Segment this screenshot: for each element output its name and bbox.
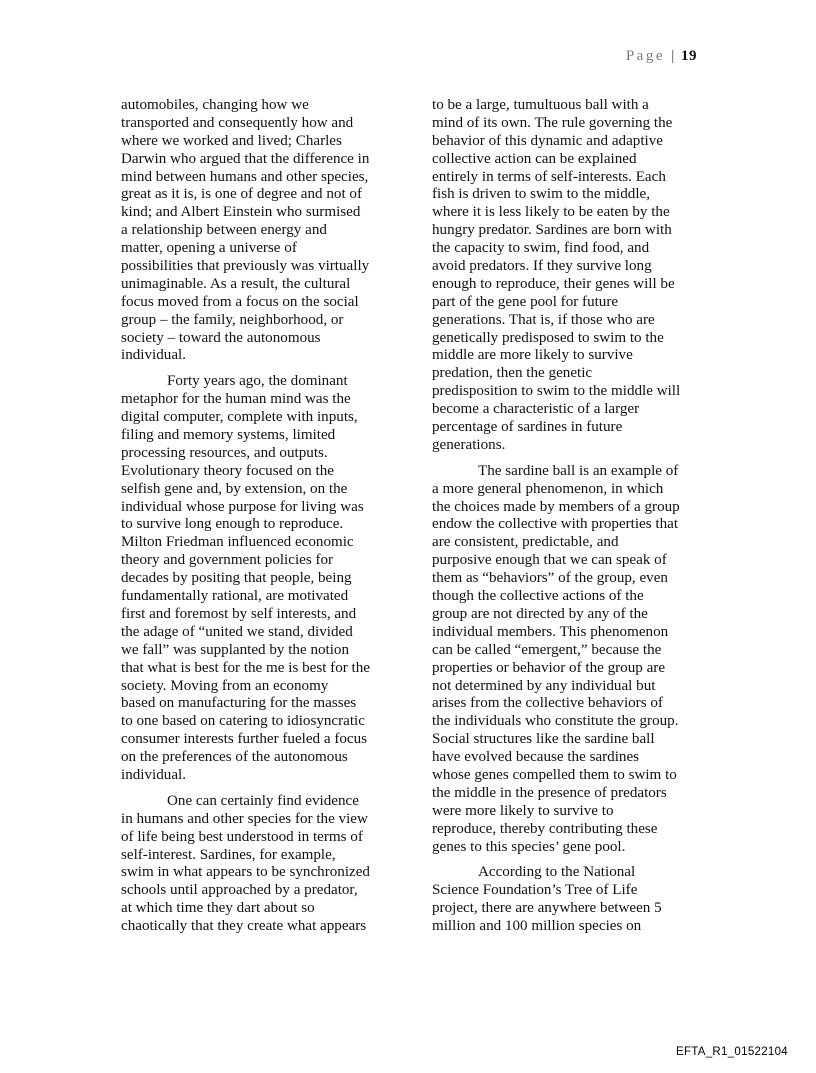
text-line: to survive long enough to reproduce. <box>121 516 344 533</box>
text-line: we fall” was supplanted by the notion <box>121 641 350 658</box>
text-line: kind; and Albert Einstein who surmised <box>121 204 361 221</box>
text-line: consumer interests further fueled a focus <box>121 731 368 748</box>
text-line: Milton Friedman influenced economic <box>121 534 354 551</box>
text-line: focus moved from a focus on the social <box>121 293 359 310</box>
text-line: at which time they dart about so <box>121 900 315 917</box>
text-line: schools until approached by a predator, <box>121 882 358 899</box>
text-line: individual. <box>121 347 186 364</box>
text-line: them as “behaviors” of the group, even <box>432 570 668 587</box>
text-line: endow the collective with properties that <box>432 516 679 533</box>
text-line: swim in what appears to be synchronized <box>121 864 370 881</box>
text-line: middle are more likely to survive <box>432 347 633 364</box>
text-line: enough to reproduce, their genes will be <box>432 275 675 292</box>
text-line: of life being best understood in terms of <box>121 828 363 845</box>
text-line: mind between humans and other species, <box>121 168 369 185</box>
text-line: where it is less likely to be eaten by the <box>432 204 670 221</box>
text-line: metaphor for the human mind was the <box>121 391 351 408</box>
text-line: Social structures like the sardine ball <box>432 731 655 748</box>
text-line: behavior of this dynamic and adaptive <box>432 132 663 149</box>
paragraph-gap <box>121 785 393 793</box>
text-line: part of the gene pool for future <box>432 293 619 310</box>
text-line: million and 100 million species on <box>432 918 642 935</box>
text-line: the choices made by members of a group <box>432 498 680 515</box>
text-line: arises from the collective behaviors of <box>432 695 663 712</box>
text-line: where we worked and lived; Charles <box>121 132 342 149</box>
text-line: the capacity to swim, find food, and <box>432 240 650 257</box>
text-line: a relationship between energy and <box>121 222 327 239</box>
text-line: great as it is, is one of degree and not of <box>121 186 363 203</box>
text-line: society – toward the autonomous <box>121 329 321 346</box>
text-line: unimaginable. As a result, the cultural <box>121 275 351 292</box>
text-line: society. Moving from an economy <box>121 677 329 694</box>
text-line: Darwin who argued that the difference in <box>121 150 370 167</box>
text-line: a more general phenomenon, in which <box>432 480 664 497</box>
text-line: properties or behavior of the group are <box>432 659 666 676</box>
text-line: entirely in terms of self-interests. Each <box>432 168 666 185</box>
text-line: have evolved because the sardines <box>432 749 640 766</box>
text-line: that what is best for the me is best for the <box>121 659 370 676</box>
text-line: genes to this species’ gene pool. <box>432 838 626 855</box>
text-line: to be a large, tumultuous ball with a <box>432 97 649 113</box>
text-line: theory and government policies for <box>121 552 334 569</box>
text-line: project, there are anywhere between 5 <box>432 900 662 917</box>
text-line: individual members. This phenomenon <box>432 623 669 640</box>
text-line: are consistent, predictable, and <box>432 534 619 551</box>
text-line: first and foremost by self interests, and <box>121 605 357 622</box>
text-line: reproduce, thereby contributing these <box>432 820 658 837</box>
text-line: According to the National <box>478 864 636 881</box>
text-line: Evolutionary theory focused on the <box>121 462 334 479</box>
text-line: chaotically that they create what appears <box>121 918 367 935</box>
text-line: individual whose purpose for living was <box>121 498 364 515</box>
text-line: not determined by any individual but <box>432 677 656 694</box>
text-line: fundamentally rational, are motivated <box>121 588 349 605</box>
text-line: group are not directed by any of the <box>432 605 648 622</box>
text-line: possibilities that previously was virtually <box>121 258 370 275</box>
page-label: Page <box>625 48 665 64</box>
text-line: genetically predisposed to swim to the <box>432 329 664 346</box>
text-line: Forty years ago, the dominant <box>167 373 348 390</box>
text-line: become a characteristic of a larger <box>432 401 640 418</box>
text-line: filing and memory systems, limited <box>121 427 336 444</box>
text-line: collective action can be explained <box>432 150 637 167</box>
text-line: purposive enough that we can speak of <box>432 552 667 569</box>
text-line: percentage of sardines in future <box>432 419 623 436</box>
text-line: can be called “emergent,” because the <box>432 641 662 658</box>
text-line: the individuals who constitute the group. <box>432 713 679 730</box>
left-column <box>121 97 393 936</box>
text-line: were more likely to survive to <box>432 802 614 819</box>
text-line: generations. <box>432 436 506 453</box>
text-line: hungry predator. Sardines are born with <box>432 222 672 239</box>
text-line: the adage of “united we stand, divided <box>121 623 353 640</box>
document-code: EFTA_R1_01522104 <box>676 1046 788 1058</box>
text-line: individual. <box>121 766 186 783</box>
paragraph-gap <box>432 856 704 864</box>
text-line: The sardine ball is an example of <box>478 462 679 479</box>
paragraph-gap <box>432 455 704 463</box>
page-header <box>626 48 697 65</box>
text-line: decades by positing that people, being <box>121 570 352 587</box>
page-separator: | <box>671 48 675 64</box>
text-line: automobiles, changing how we <box>121 97 309 113</box>
text-line: predisposition to swim to the middle will <box>432 383 681 400</box>
text-line: processing resources, and outputs. <box>121 444 328 461</box>
text-line: the middle in the presence of predators <box>432 784 667 801</box>
text-line: generations. That is, if those who are <box>432 311 655 328</box>
text-line: self-interest. Sardines, for example, <box>121 846 336 863</box>
text-line: whose genes compelled them to swim to <box>432 766 677 783</box>
text-line: transported and consequently how and <box>121 114 354 131</box>
text-line: on the preferences of the autonomous <box>121 749 348 766</box>
text-line: predation, then the genetic <box>432 365 593 382</box>
text-line: to one based on catering to idiosyncratic <box>121 713 365 730</box>
text-line: One can certainly find evidence <box>167 792 359 809</box>
text-line: avoid predators. If they survive long <box>432 258 652 275</box>
text-line: Science Foundation’s Tree of Life <box>432 882 638 899</box>
text-line: mind of its own. The rule governing the <box>432 114 673 131</box>
paragraph-gap <box>121 365 393 373</box>
text-line: based on manufacturing for the masses <box>121 695 357 712</box>
text-line: in humans and other species for the view <box>121 810 368 827</box>
text-line: though the collective actions of the <box>432 588 644 605</box>
text-line: matter, opening a universe of <box>121 240 297 257</box>
text-line: fish is driven to swim to the middle, <box>432 186 651 203</box>
text-line: digital computer, complete with inputs, <box>121 409 358 426</box>
right-column <box>432 97 704 936</box>
text-line: selfish gene and, by extension, on the <box>121 480 348 497</box>
page-number: 19 <box>681 48 697 64</box>
text-line: group – the family, neighborhood, or <box>121 311 344 328</box>
